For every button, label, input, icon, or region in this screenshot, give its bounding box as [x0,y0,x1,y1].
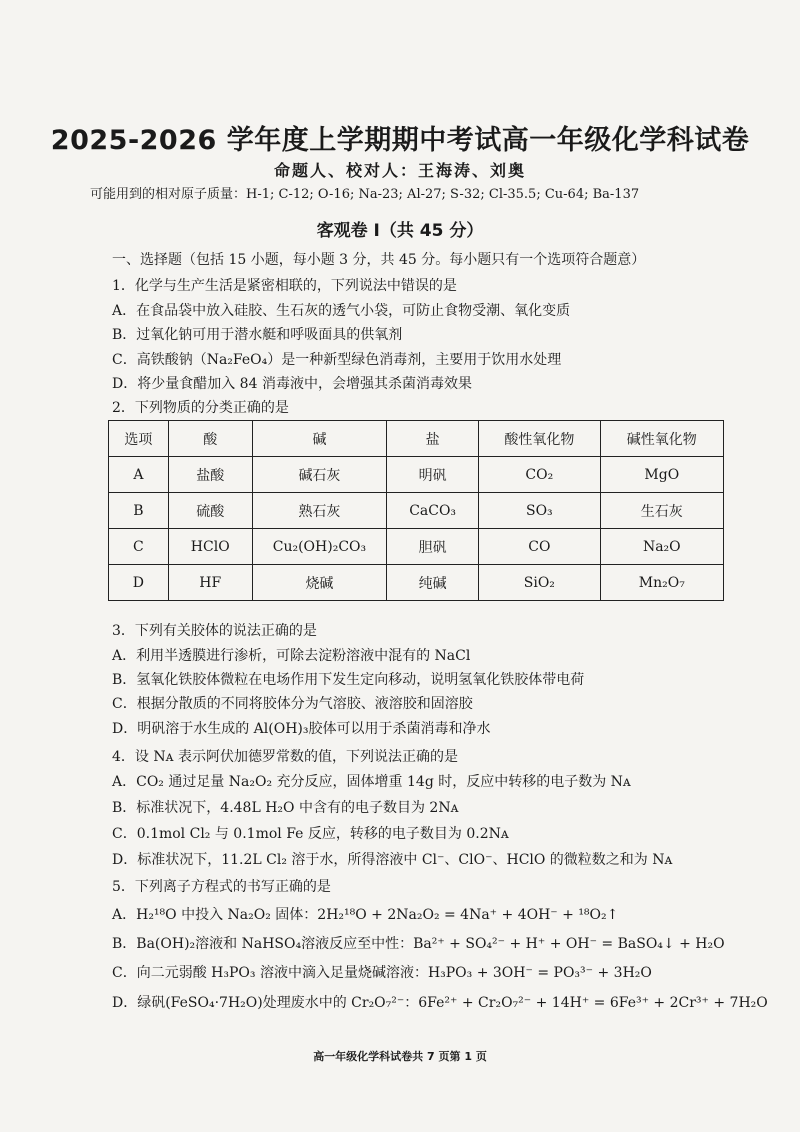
table-cell: Cu₂(OH)₂CO₃ [252,529,386,565]
table-header: 选项 [109,421,169,457]
table-row [109,565,724,601]
table-header: 盐 [387,421,479,457]
question-1-option-d: D．将少量食醋加入 84 消毒液中，会增强其杀菌消毒效果 [112,376,472,392]
authors-line: 命题人、校对人：王海涛、刘奥 [273,161,526,180]
question-4-option-d: D．标准状况下，11.2L Cl₂ 溶于水，所得溶液中 Cl⁻、ClO⁻、HClO 的微粒数之和为 Nᴀ [112,852,673,868]
table-cell: MgO [600,457,723,493]
table-row [109,457,724,493]
table-cell: 生石灰 [600,493,723,529]
page-footer: 高一年级化学科试卷共 7 页第 1 页 [313,1050,487,1063]
table-cell: HF [168,565,252,601]
table-cell: CaCO₃ [387,493,479,529]
table-cell: B [109,493,169,529]
table-cell: Na₂O [600,529,723,565]
table-cell: A [109,457,169,493]
question-4-option-a: A．CO₂ 通过足量 Na₂O₂ 充分反应，固体增重 14g 时，反应中转移的电子数为 Nᴀ [112,774,631,790]
question-3-option-a: A．利用半透膜进行渗析，可除去淀粉溶液中混有的 NaCl [112,648,471,664]
question-5-option-d: D．绿矾(FeSO₄·7H₂O)处理废水中的 Cr₂O₇²⁻：6Fe²⁺ + Cr₂O₇²⁻ + 14H⁺ = 6Fe³⁺ + 2Cr³⁺ + 7H₂O [112,995,768,1011]
question-5-option-b: B．Ba(OH)₂溶液和 NaHSO₄溶液反应至中性：Ba²⁺ + SO₄²⁻ + H⁺ + OH⁻ = BaSO₄↓ + H₂O [112,936,725,952]
table-cell: C [109,529,169,565]
table-row [109,493,724,529]
question-5-option-c: C．向二元弱酸 H₃PO₃ 溶液中滴入足量烧碱溶液：H₃PO₃ + 3OH⁻ = PO₃³⁻ + 3H₂O [112,965,652,981]
table-cell: 硫酸 [168,493,252,529]
table-cell: Mn₂O₇ [600,565,723,601]
table-cell: SO₃ [479,493,601,529]
table-row [109,529,724,565]
table-cell: 纯碱 [387,565,479,601]
table-header: 碱性氧化物 [600,421,723,457]
section-title: 客观卷 I（共 45 分） [316,221,484,241]
exam-title: 2025-2026 学年度上学期期中考试高一年级化学科试卷 [50,125,750,156]
question-3-option-c: C．根据分散质的不同将胶体分为气溶胶、液溶胶和固溶胶 [112,696,473,712]
atomic-masses: 可能用到的相对原子质量：H-1; C-12; O-16; Na-23; Al-27; S-32; Cl-35.5; Cu-64; Ba-137 [90,187,640,202]
question-3-option-d: D．明矾溶于水生成的 Al(OH)₃胶体可以用于杀菌消毒和净水 [112,721,491,737]
classification-table [108,420,724,601]
question-1-option-a: A．在食品袋中放入硅胶、生石灰的透气小袋，可防止食物受潮、氧化变质 [112,303,571,319]
table-header: 碱 [252,421,386,457]
question-4-stem: 4．设 Nᴀ 表示阿伏加德罗常数的值，下列说法正确的是 [112,749,458,765]
table-cell: HClO [168,529,252,565]
question-1-option-b: B．过氧化钠可用于潜水艇和呼吸面具的供氧剂 [112,327,403,343]
table-cell: 盐酸 [168,457,252,493]
question-4-option-c: C．0.1mol Cl₂ 与 0.1mol Fe 反应，转移的电子数目为 0.2Nᴀ [112,826,509,842]
question-2-stem: 2．下列物质的分类正确的是 [112,400,289,416]
question-5-option-a: A．H₂¹⁸O 中投入 Na₂O₂ 固体：2H₂¹⁸O + 2Na₂O₂ = 4Na⁺ + 4OH⁻ + ¹⁸O₂↑ [112,907,619,923]
table-cell: 熟石灰 [252,493,386,529]
table-cell: D [109,565,169,601]
table-cell: CO₂ [479,457,601,493]
question-5-stem: 5．下列离子方程式的书写正确的是 [112,879,331,895]
table-cell: 胆矾 [387,529,479,565]
question-1-stem: 1．化学与生产生活是紧密相联的，下列说法中错误的是 [112,278,457,294]
section-instruction: 一、选择题（包括 15 小题，每小题 3 分，共 45 分。每小题只有一个选项符合题意） [112,252,646,268]
question-4-option-b: B．标准状况下，4.48L H₂O 中含有的电子数目为 2Nᴀ [112,800,459,816]
table-cell: 明矾 [387,457,479,493]
table-cell: 烧碱 [252,565,386,601]
question-3-stem: 3．下列有关胶体的说法正确的是 [112,623,317,639]
table-header: 酸性氧化物 [479,421,601,457]
table-header-row [109,421,724,457]
question-1-option-c: C．高铁酸钠（Na₂FeO₄）是一种新型绿色消毒剂，主要用于饮用水处理 [112,352,562,368]
question-3-option-b: B．氢氧化铁胶体微粒在电场作用下发生定向移动，说明氢氧化铁胶体带电荷 [112,672,585,688]
table-cell: 碱石灰 [252,457,386,493]
table-cell: SiO₂ [479,565,601,601]
table-cell: CO [479,529,601,565]
table-header: 酸 [168,421,252,457]
